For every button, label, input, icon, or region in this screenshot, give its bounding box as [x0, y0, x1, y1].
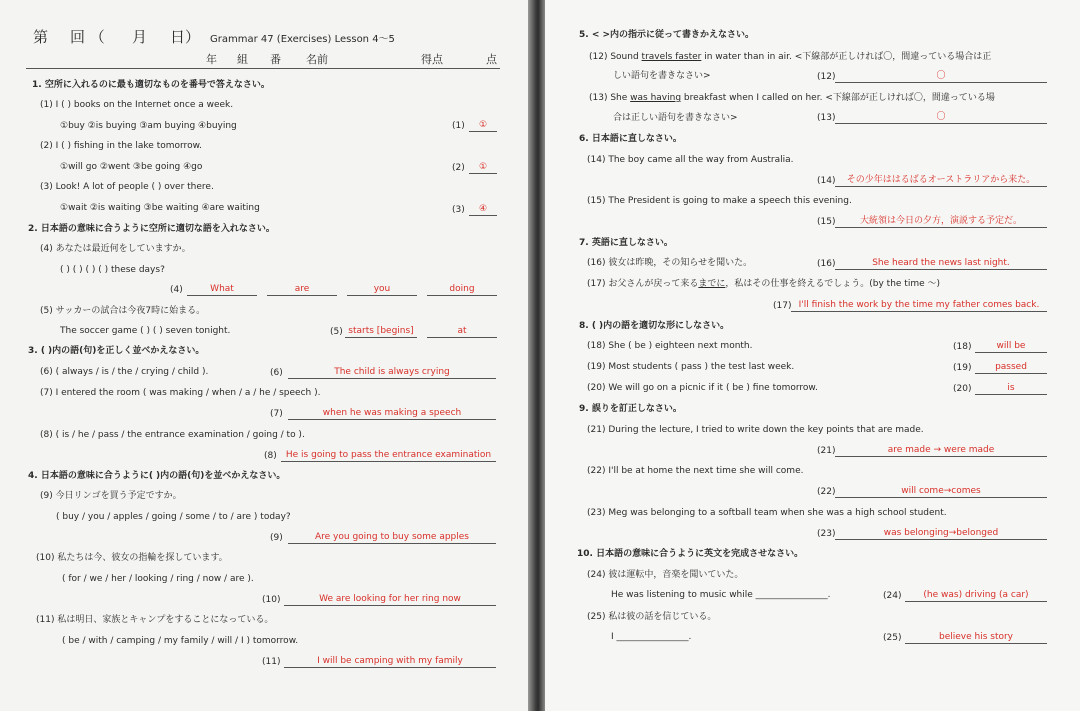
question-24-english: He was listening to music while ________________.: [611, 590, 831, 600]
left-page: [0, 0, 528, 711]
section-9-title: 9. 誤りを訂正しなさい。: [579, 404, 682, 414]
question-18-number: (18): [953, 342, 972, 352]
question-24: (24) 彼は運転中，音楽を聞いていた。: [587, 570, 744, 580]
question-11-number: (11): [262, 657, 281, 667]
answer-4-word-4: doing: [427, 283, 497, 296]
question-8-number: (8): [264, 451, 277, 461]
header-year: 年: [206, 53, 217, 66]
question-25-english: I ________________.: [611, 632, 692, 642]
question-10-number: (10): [262, 595, 281, 605]
answer-18: will be: [975, 340, 1047, 353]
question-17-number: (17): [773, 301, 792, 311]
question-12-underlined: travels faster: [641, 52, 702, 62]
answer-5-word-2: at: [427, 325, 497, 338]
question-25-number: (25): [883, 633, 902, 643]
question-15-number: (15): [817, 217, 836, 227]
question-9-english: ( buy / you / apples / going / some / to / are ) today?: [56, 512, 291, 522]
answer-2: ①: [469, 161, 497, 174]
answer-12: 〇: [835, 70, 1047, 83]
answer-22: will come→comes: [835, 485, 1047, 498]
question-5-english: The soccer game ( ) ( ) seven tonight.: [60, 326, 231, 336]
question-16-number: (16): [817, 259, 836, 269]
answer-8: He is going to pass the entrance examination: [281, 449, 496, 462]
question-10-english: ( for / we / her / looking / ring / now / are ).: [62, 574, 254, 584]
question-1-number: (1): [452, 121, 465, 131]
question-1: (1) I ( ) books on the Internet once a week.: [40, 100, 234, 110]
answer-4-word-2: are: [267, 283, 337, 296]
header-month: 月: [132, 28, 148, 46]
question-22: (22) I'll be at home the next time she will come.: [587, 466, 804, 476]
section-7-title: 7. 英語に直しなさい。: [579, 238, 673, 248]
header-class: 組: [237, 53, 248, 66]
section-6-title: 6. 日本語に直しなさい。: [579, 134, 682, 144]
question-4-blanks: ( ) ( ) ( ) ( ) these days?: [60, 265, 165, 275]
answer-13: 〇: [835, 111, 1047, 124]
question-22-number: (22): [817, 487, 836, 497]
question-14: (14) The boy came all the way from Australia.: [587, 155, 794, 165]
page-gutter: [528, 0, 545, 711]
question-12: (12) Sound travels faster in water than in air. <下線部が正しければ〇，間違っている場合は正: [589, 52, 992, 62]
answer-3: ④: [469, 203, 497, 216]
question-19: (19) Most students ( pass ) the test last week.: [587, 362, 795, 372]
question-8: (8) ( is / he / pass / the entrance examination / going / to ).: [40, 430, 305, 440]
answer-15: 大統領は今日の夕方，演説する予定だ。: [835, 215, 1047, 228]
worksheet-title: Grammar 47 (Exercises) Lesson 4〜5: [210, 34, 395, 45]
answer-9: Are you going to buy some apples: [288, 531, 496, 544]
answer-11: I will be camping with my family: [284, 655, 496, 668]
header-kai: 回 （: [70, 28, 105, 46]
answer-23: was belonging→belonged: [835, 527, 1047, 540]
question-13: (13) She was having breakfast when I called on her. <下線部が正しければ〇，間違っている場: [589, 93, 995, 103]
question-23: (23) Meg was belonging to a softball team when she was a high school student.: [587, 508, 947, 518]
question-12-number: (12): [817, 72, 836, 82]
header-score: 得点: [421, 53, 443, 66]
question-19-number: (19): [953, 363, 972, 373]
right-page: [545, 0, 1080, 711]
question-21: (21) During the lecture, I tried to write down the key points that are made.: [587, 425, 924, 435]
question-10: (10) 私たちは今、彼女の指輪を探しています。: [36, 553, 228, 563]
question-7: (7) I entered the room ( was making / when / a / he / speech ).: [40, 388, 321, 398]
question-12-cont: しい語句を書きなさい>: [613, 71, 711, 81]
answer-10: We are looking for her ring now: [284, 593, 496, 606]
question-1-options: ①buy ②is buying ③am buying ④buying: [60, 121, 237, 131]
header-divider: [26, 68, 500, 69]
question-13-number: (13): [817, 113, 836, 123]
question-2-options: ①will go ②went ③be going ④go: [60, 162, 203, 172]
question-11-english: ( be / with / camping / my family / will / I ) tomorrow.: [62, 636, 299, 646]
question-21-number: (21): [817, 446, 836, 456]
answer-4-word-3: you: [347, 283, 417, 296]
header-name: 名前: [306, 53, 328, 66]
question-13-underlined: was having: [630, 93, 682, 103]
answer-17: I'll finish the work by the time my father comes back.: [791, 299, 1047, 312]
question-24-number: (24): [883, 591, 902, 601]
header-dai: 第: [33, 28, 49, 46]
answer-20: is: [975, 382, 1047, 395]
answer-6: The child is always crying: [288, 366, 496, 379]
section-8-title: 8. ( )内の語を適切な形にしなさい。: [579, 321, 730, 331]
question-3: (3) Look! A lot of people ( ) over there.: [40, 182, 214, 192]
answer-21: are made → were made: [835, 444, 1047, 457]
question-15: (15) The President is going to make a speech this evening.: [587, 196, 852, 206]
answer-4-word-1: What: [187, 283, 257, 296]
answer-7: when he was making a speech: [288, 407, 496, 420]
answer-1: ①: [469, 119, 497, 132]
question-13-cont: 合は正しい語句を書きなさい>: [613, 113, 738, 123]
answer-16: She heard the news last night.: [835, 257, 1047, 270]
question-4-number: (4): [170, 285, 183, 295]
question-6: (6) ( always / is / the / crying / child ).: [40, 367, 209, 377]
question-4: (4) あなたは最近何をしていますか。: [40, 244, 191, 254]
section-3-title: 3. ( )内の語(句)を正しく並べかえなさい。: [28, 346, 205, 356]
question-18: (18) She ( be ) eighteen next month.: [587, 341, 753, 351]
question-3-options: ①wait ②is waiting ③be waiting ④are waiting: [60, 203, 260, 213]
question-14-number: (14): [817, 176, 836, 186]
question-17-underlined: までに: [698, 279, 726, 289]
question-2: (2) I ( ) fishing in the lake tomorrow.: [40, 141, 202, 151]
question-6-number: (6): [270, 368, 283, 378]
answer-19: passed: [975, 361, 1047, 374]
question-5-number: (5): [330, 327, 343, 337]
section-10-title: 10. 日本語の意味に合うように英文を完成させなさい。: [577, 549, 804, 559]
question-9: (9) 今日リンゴを買う予定ですか。: [40, 491, 182, 501]
answer-5-word-1: starts [begins]: [345, 325, 417, 338]
answer-25: believe his story: [905, 631, 1047, 644]
question-20-number: (20): [953, 384, 972, 394]
section-5-title: 5. < >内の指示に従って書きかえなさい。: [579, 30, 755, 40]
question-11: (11) 私は明日、家族とキャンプをすることになっている。: [36, 615, 274, 625]
question-5: (5) サッカーの試合は今夜7時に始まる。: [40, 306, 206, 316]
answer-24: (he was) driving (a car): [905, 589, 1047, 602]
question-2-number: (2): [452, 163, 465, 173]
section-4-title: 4. 日本語の意味に合うように( )内の語(句)を並べかえなさい。: [28, 471, 286, 481]
question-25: (25) 私は彼の話を信じている。: [587, 612, 717, 622]
section-2-title: 2. 日本語の意味に合うように空所に適切な語を入れなさい。: [28, 224, 275, 234]
question-3-number: (3): [452, 205, 465, 215]
answer-14: その少年ははるばるオーストラリアから来た。: [835, 174, 1047, 187]
section-1-title: 1. 空所に入れるのに最も適切なものを番号で答えなさい。: [32, 80, 270, 90]
question-16: (16) 彼女は昨晩，その知らせを聞いた。: [587, 258, 753, 268]
question-23-number: (23): [817, 529, 836, 539]
question-7-number: (7): [270, 409, 283, 419]
header-points: 点: [486, 53, 497, 66]
question-17: (17) お父さんが戻って来るまでに，私はその仕事を終えるでしょう。(by the time 〜): [587, 279, 941, 289]
header-number: 番: [270, 53, 281, 66]
question-20: (20) We will go on a picnic if it ( be ) fine tomorrow.: [587, 383, 818, 393]
header-day: 日）: [170, 28, 201, 46]
question-9-number: (9): [270, 533, 283, 543]
